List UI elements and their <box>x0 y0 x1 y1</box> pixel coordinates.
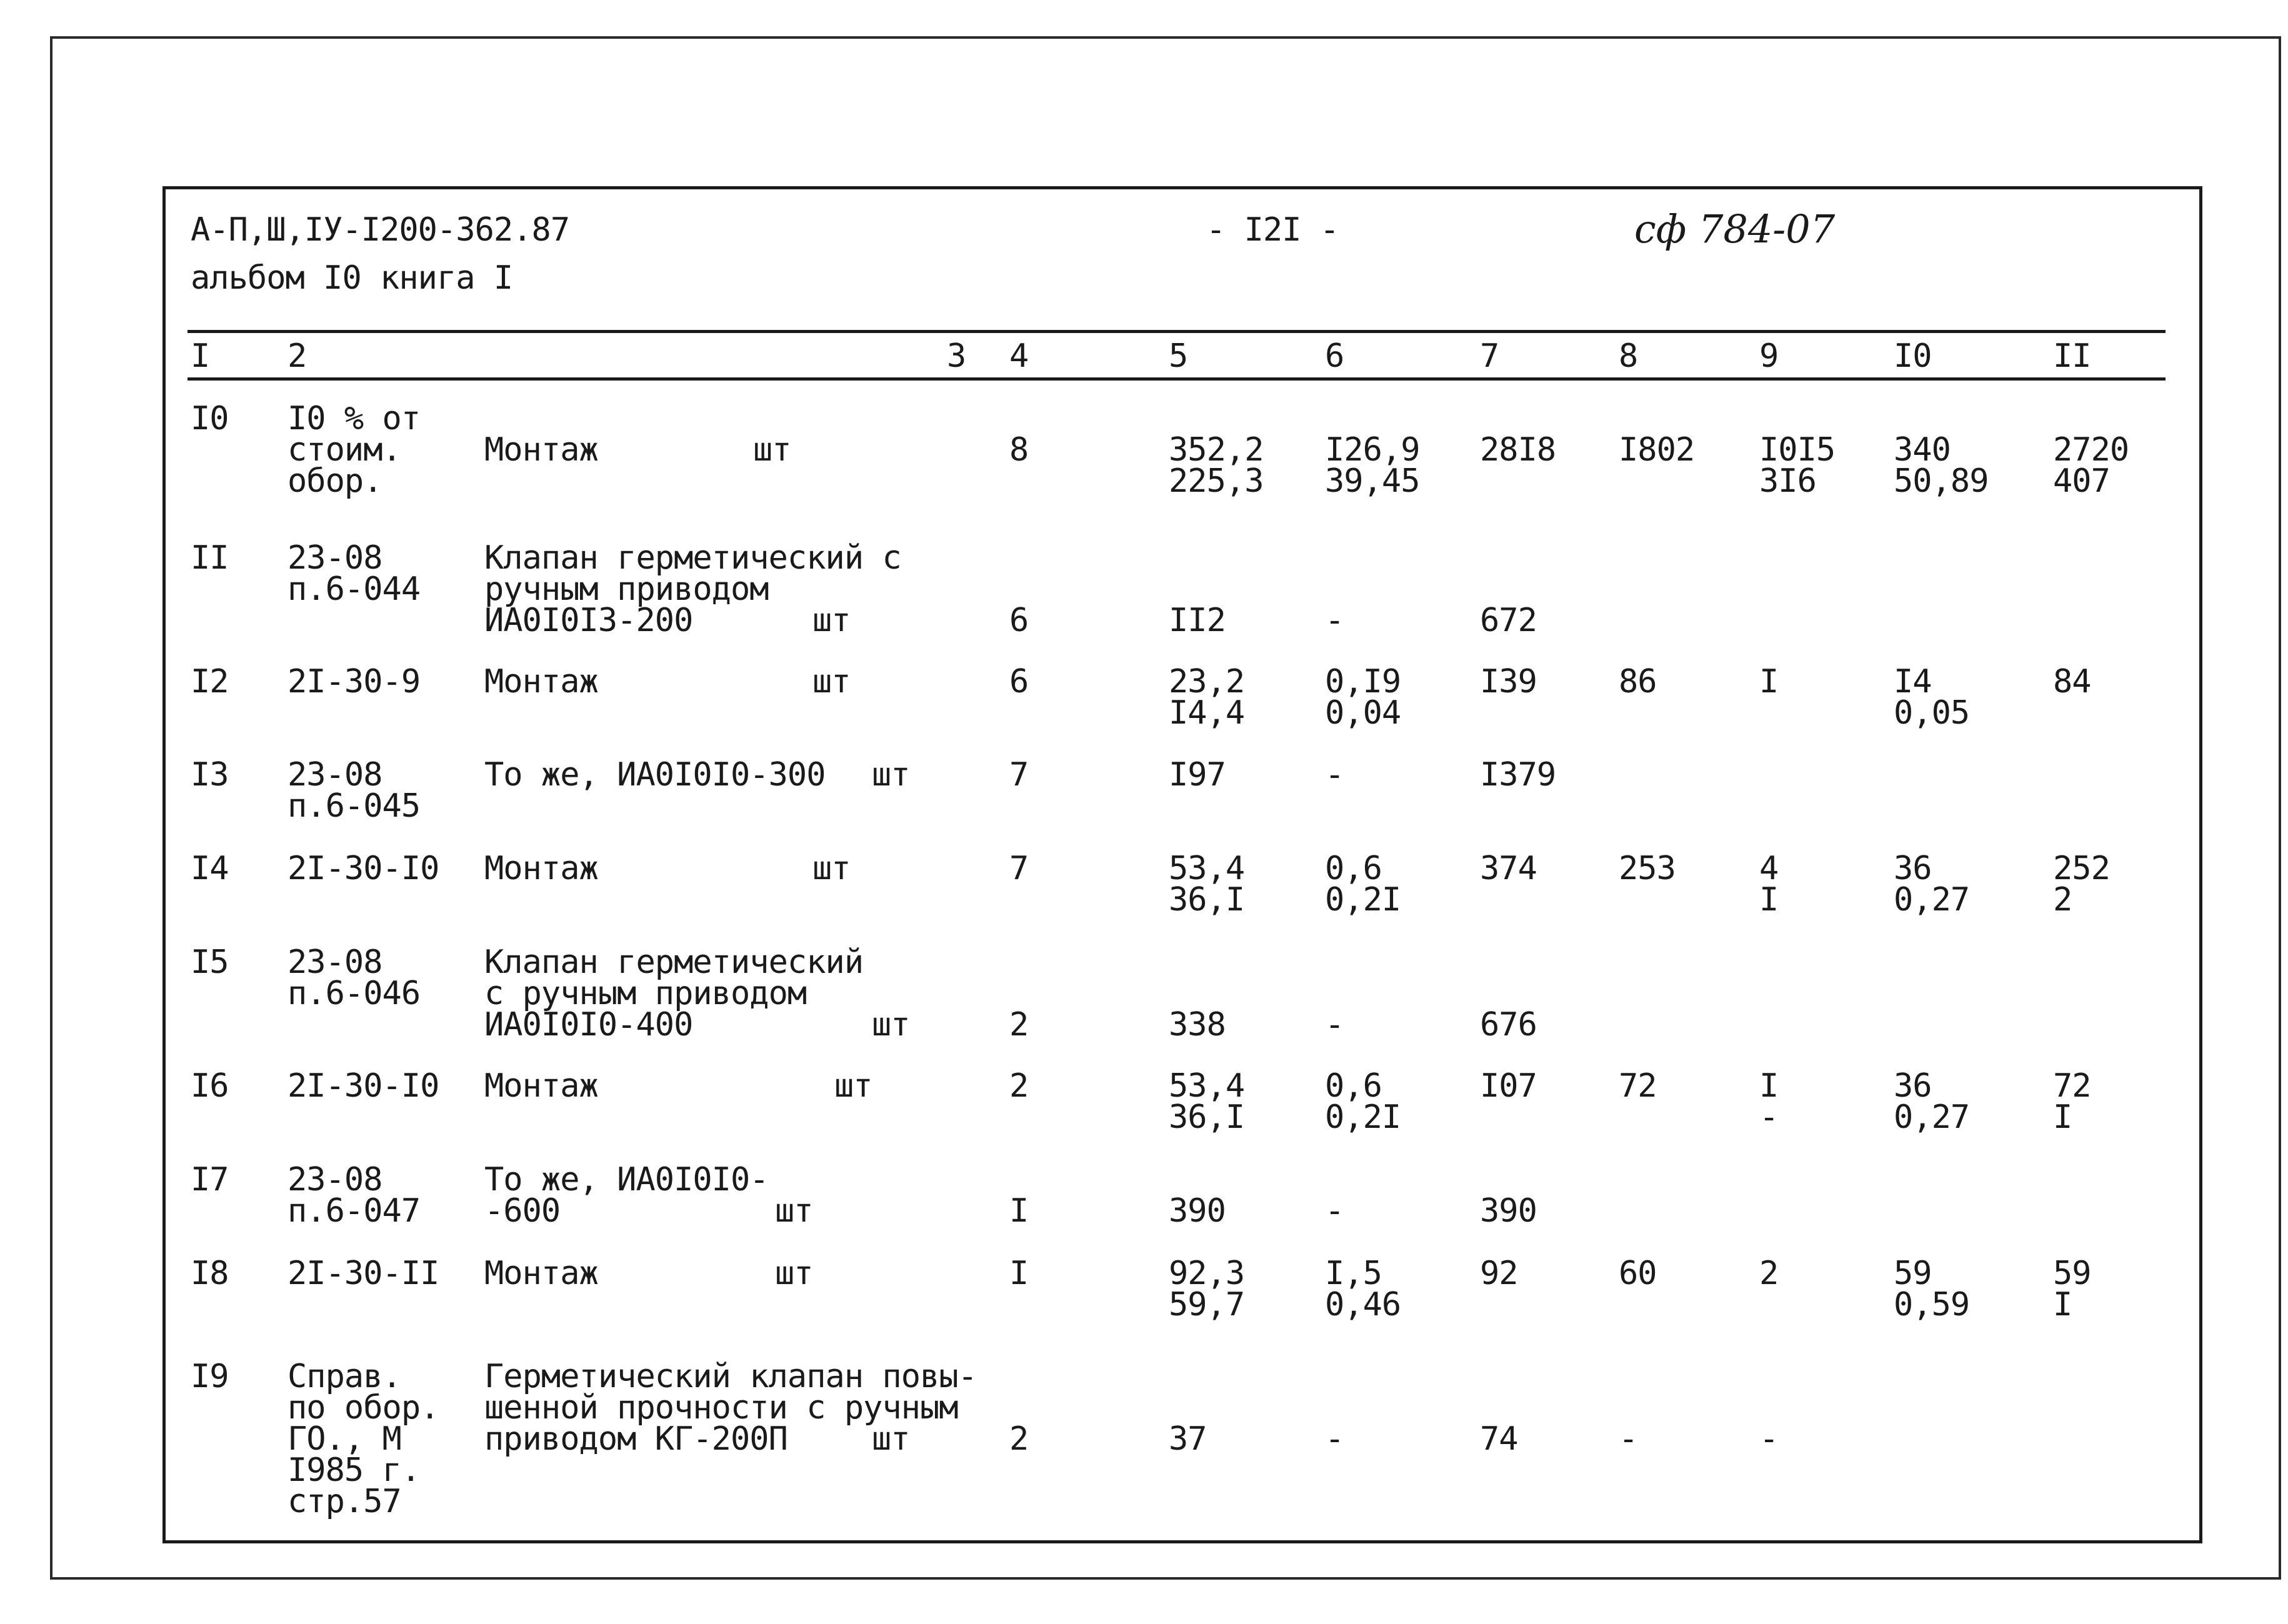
cell-name: Монтаж <box>484 1255 598 1292</box>
cell-c6: - <box>1325 756 1344 794</box>
cell-ref: 2I-30-II <box>287 1255 439 1292</box>
cell-c8: 72 <box>1619 1067 1657 1105</box>
cell-n: II <box>191 539 229 577</box>
cell-ref: 2I-30-I0 <box>287 850 439 887</box>
cell-c10: 36 0,27 <box>1894 850 1970 919</box>
cell-c6: - <box>1325 1420 1344 1458</box>
cell-ref: 23-08 п.6-046 <box>287 944 421 1012</box>
cell-c5: 352,2 225,3 <box>1169 431 1264 500</box>
cell-c7: 28I8 <box>1480 431 1556 469</box>
cell-c6: 0,6 0,2I <box>1325 850 1401 919</box>
cell-c6: 0,I9 0,04 <box>1325 663 1401 732</box>
cell-qty: I <box>1009 1192 1029 1230</box>
cell-c6: - <box>1325 602 1344 639</box>
header-rule-bottom <box>187 377 2166 381</box>
cell-c8: I802 <box>1619 431 1695 469</box>
cell-qty: 7 <box>1009 850 1029 887</box>
cell-ref: 23-08 п.6-045 <box>287 756 421 825</box>
cell-c9: I <box>1759 663 1779 700</box>
cell-n: I4 <box>191 850 229 887</box>
cell-unit: шт <box>812 663 851 700</box>
cell-c8: 86 <box>1619 663 1657 700</box>
cell-unit: шт <box>872 1420 910 1458</box>
cell-unit: шт <box>753 431 791 469</box>
cell-n: I3 <box>191 756 229 794</box>
column-number: 3 <box>947 337 966 375</box>
page-number: - I2I - <box>1206 211 1339 249</box>
cell-c7: I39 <box>1480 663 1537 700</box>
cell-qty: I <box>1009 1255 1029 1292</box>
cell-qty: 2 <box>1009 1006 1029 1044</box>
cell-name: Клапан герметический с ручным приводом ИА0I0I0-400 <box>484 944 864 1044</box>
column-number: 4 <box>1009 337 1029 375</box>
cell-c5: II2 <box>1169 602 1226 639</box>
cell-c7: I379 <box>1480 756 1556 794</box>
cell-c9: 4 I <box>1759 850 1779 919</box>
cell-c7: 74 <box>1480 1420 1518 1458</box>
cell-ref: 23-08 п.6-044 <box>287 539 421 608</box>
cell-c8: - <box>1619 1420 1638 1458</box>
cell-ref: 2I-30-I0 <box>287 1067 439 1105</box>
cell-unit: шт <box>834 1067 872 1105</box>
header-rule-top <box>187 330 2166 333</box>
cell-c9: - <box>1759 1420 1779 1458</box>
cell-c7: 374 <box>1480 850 1537 887</box>
column-number: 9 <box>1759 337 1779 375</box>
cell-qty: 2 <box>1009 1067 1029 1105</box>
cell-ref: 2I-30-9 <box>287 663 421 700</box>
cell-unit: шт <box>872 756 910 794</box>
column-number: II <box>2053 337 2091 375</box>
cell-c5: 23,2 I4,4 <box>1169 663 1245 732</box>
cell-ref: Справ. по обор. ГО., М I985 г. стр.57 <box>287 1358 439 1520</box>
cell-c6: I26,9 39,45 <box>1325 431 1420 500</box>
cell-c6: 0,6 0,2I <box>1325 1067 1401 1136</box>
cell-unit: шт <box>775 1192 813 1230</box>
cell-c9: I0I5 3I6 <box>1759 431 1836 500</box>
cell-qty: 2 <box>1009 1420 1029 1458</box>
doc-code: А-П,Ш,IУ-I200-362.87 <box>191 211 570 249</box>
cell-name: То же, ИА0I0I0- -600 <box>484 1161 769 1230</box>
cell-c11: 252 2 <box>2053 850 2110 919</box>
cell-c7: I07 <box>1480 1067 1537 1105</box>
cell-qty: 6 <box>1009 663 1029 700</box>
cell-c9: 2 <box>1759 1255 1779 1292</box>
column-number: 5 <box>1169 337 1188 375</box>
cell-name: Герметический клапан повы- шенной прочности с ручным приводом КГ-200П <box>484 1358 977 1458</box>
cell-qty: 6 <box>1009 602 1029 639</box>
cell-c5: 53,4 36,I <box>1169 850 1245 919</box>
cell-unit: шт <box>775 1255 813 1292</box>
cell-c10: 36 0,27 <box>1894 1067 1970 1136</box>
cell-c8: 60 <box>1619 1255 1657 1292</box>
cell-n: I9 <box>191 1358 229 1395</box>
cell-n: I6 <box>191 1067 229 1105</box>
column-number: I0 <box>1894 337 1932 375</box>
cell-c5: 92,3 59,7 <box>1169 1255 1245 1323</box>
column-number: 2 <box>287 337 307 375</box>
cell-n: I2 <box>191 663 229 700</box>
column-number: 8 <box>1619 337 1638 375</box>
cell-c11: 59 I <box>2053 1255 2091 1323</box>
cell-c6: - <box>1325 1192 1344 1230</box>
cell-unit: шт <box>812 850 851 887</box>
cell-c11: 84 <box>2053 663 2091 700</box>
cell-c5: 37 <box>1169 1420 1207 1458</box>
cell-c6: - <box>1325 1006 1344 1044</box>
cell-unit: шт <box>812 602 851 639</box>
cell-n: I7 <box>191 1161 229 1198</box>
cell-name: Клапан герметический с ручным приводом ИА0I0I3-200 <box>484 539 901 639</box>
cell-c11: 72 I <box>2053 1067 2091 1136</box>
cell-n: I0 <box>191 400 229 437</box>
cell-c5: 53,4 36,I <box>1169 1067 1245 1136</box>
cell-c6: I,5 0,46 <box>1325 1255 1401 1323</box>
cell-qty: 8 <box>1009 431 1029 469</box>
cell-qty: 7 <box>1009 756 1029 794</box>
album-info: альбом I0 книга I <box>191 259 513 297</box>
cell-ref: 23-08 п.6-047 <box>287 1161 421 1230</box>
cell-c5: 390 <box>1169 1192 1226 1230</box>
cell-unit: шт <box>872 1006 910 1044</box>
cell-c9: I - <box>1759 1067 1779 1136</box>
cell-c5: 338 <box>1169 1006 1226 1044</box>
cell-c11: 2720 407 <box>2053 431 2129 500</box>
handwritten-stamp: сф 784-07 <box>1634 206 1836 252</box>
column-number: 6 <box>1325 337 1344 375</box>
cell-c7: 390 <box>1480 1192 1537 1230</box>
cell-n: I8 <box>191 1255 229 1292</box>
cell-ref: I0 % от стоим. обор. <box>287 400 421 500</box>
cell-name: То же, ИА0I0I0-300 <box>484 756 826 794</box>
column-number: I <box>191 337 210 375</box>
cell-name: Монтаж <box>484 663 598 700</box>
cell-c7: 92 <box>1480 1255 1518 1292</box>
cell-c7: 672 <box>1480 602 1537 639</box>
cell-c10: I4 0,05 <box>1894 663 1970 732</box>
cell-name: Монтаж <box>484 431 598 469</box>
cell-c10: 340 50,89 <box>1894 431 1989 500</box>
cell-c7: 676 <box>1480 1006 1537 1044</box>
cell-name: Монтаж <box>484 850 598 887</box>
cell-c5: I97 <box>1169 756 1226 794</box>
cell-c8: 253 <box>1619 850 1676 887</box>
column-number: 7 <box>1480 337 1499 375</box>
cell-c10: 59 0,59 <box>1894 1255 1970 1323</box>
cell-n: I5 <box>191 944 229 981</box>
cell-name: Монтаж <box>484 1067 598 1105</box>
